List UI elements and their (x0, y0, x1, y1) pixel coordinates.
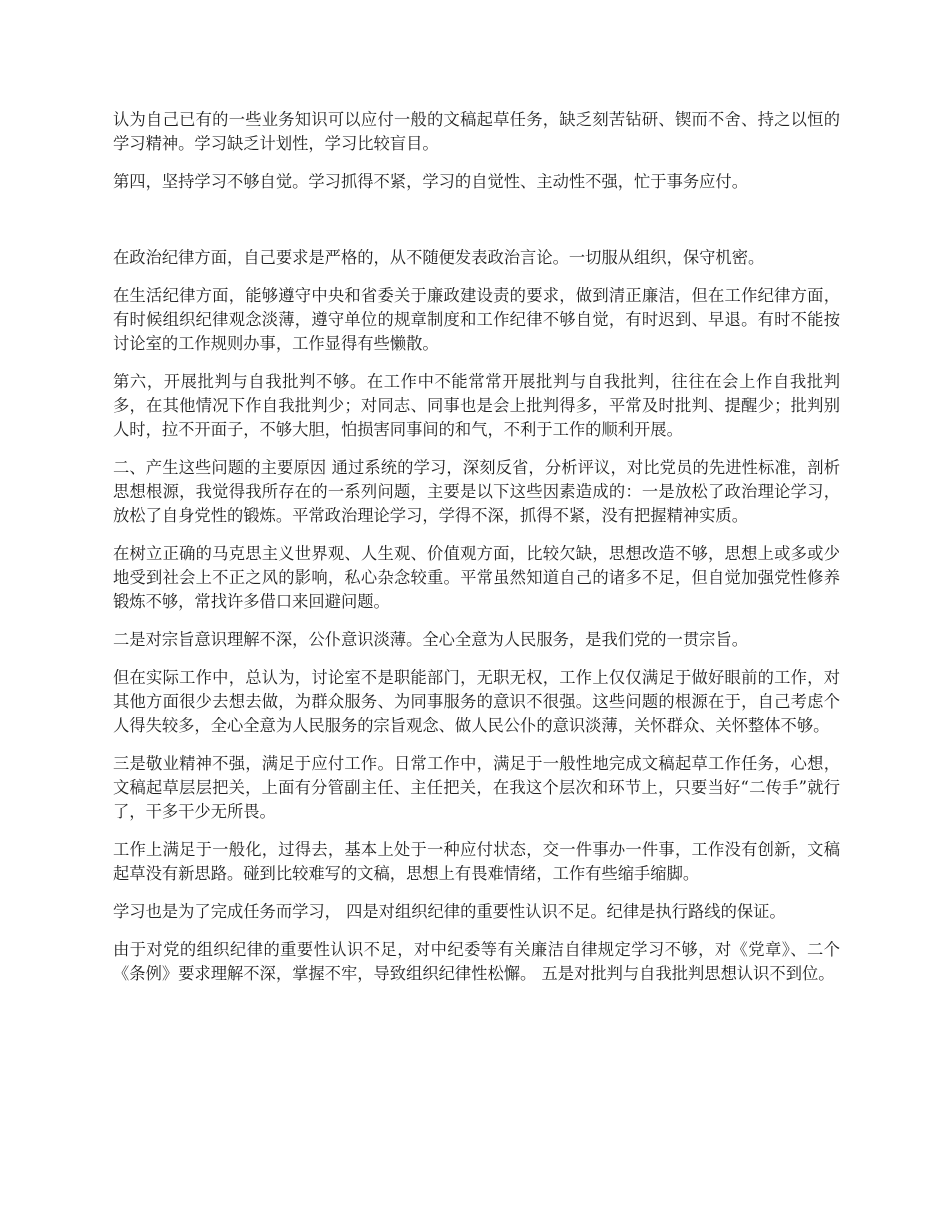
document-body (113, 108, 840, 1000)
paragraph: 在生活纪律方面，能够遵守中央和省委关于廉政建设责的要求，做到清正廉洁，但在工作纪律方面，有时候组织纪律观念淡薄，遵守单位的规章制度和工作纪律不够自觉，有时迟到、早退。有时不能按讨论室的工作规则办事，工作显得有些懒散。 (113, 286, 840, 353)
paragraph: 由于对党的组织纪律的重要性认识不足，对中纪委等有关廉洁自律规定学习不够，对《党章》、二个《条例》要求理解不深，掌握不牢，导致组织纪律性松懈。 五是对批判与自我批判思想认识不到位。 (113, 940, 840, 983)
paragraph: 在树立正确的马克思主义世界观、人生观、价值观方面，比较欠缺，思想改造不够，思想上或多或少地受到社会上不正之风的影响，私心杂念较重。平常虽然知道自己的诸多不足，但自觉加强党性修养锻炼不够，常找许多借口来回避问题。 (113, 544, 840, 611)
paragraph: 工作上满足于一般化，过得去，基本上处于一种应付状态，交一件事办一件事，工作没有创新，文稿起草没有新思路。碰到比较难写的文稿，思想上有畏难情绪，工作有些缩手缩脚。 (113, 840, 840, 883)
paragraph: 三是敬业精神不强，满足于应付工作。日常工作中，满足于一般性地完成文稿起草工作任务，心想，文稿起草层层把关，上面有分管副主任、主任把关，在我这个层次和环节上，只要当好“二传手”就行了，干多干少无所畏。 (113, 754, 840, 821)
paragraph: 但在实际工作中，总认为，讨论室不是职能部门，无职无权，工作上仅仅满足于做好眼前的工作，对其他方面很少去想去做，为群众服务、为同事服务的意识不很强。这些问题的根源在于，自己考虑个人得失较多，全心全意为人民服务的宗旨观念、做人民公仆的意识淡薄，关怀群众、关怀整体不够。 (113, 668, 840, 735)
paragraph: 认为自己已有的一些业务知识可以应付一般的文稿起草任务，缺乏刻苦钻研、锲而不舍、持之以恒的学习精神。学习缺乏计划性，学习比较盲目。 (113, 110, 840, 153)
paragraph: 第六，开展批判与自我批判不够。在工作中不能常常开展批判与自我批判，往往在会上作自我批判多，在其他情况下作自我批判少；对同志、同事也是会上批判得多，平常及时批判、提醒少；批判别人时，拉不开面子，不够大胆，怕损害同事间的和气，不利于工作的顺利开展。 (113, 372, 840, 439)
paragraph: 二、产生这些问题的主要原因 通过系统的学习，深刻反省，分析评议，对比党员的先进性标准，剖析思想根源，我觉得我所存在的一系列问题，主要是以下这些因素造成的：一是放松了政治理论学习，放松了自身党性的锻炼。平常政治理论学习，学得不深，抓得不紧，没有把握精神实质。 (113, 458, 840, 525)
paragraph: 第四，坚持学习不够自觉。学习抓得不紧，学习的自觉性、主动性不强，忙于事务应付。 (113, 172, 748, 191)
paragraph: 学习也是为了完成任务而学习， 四是对组织纪律的重要性认识不足。纪律是执行路线的保证。 (113, 902, 786, 921)
paragraph: 二是对宗旨意识理解不深，公仆意识淡薄。全心全意为人民服务，是我们党的一贯宗旨。 (113, 630, 748, 649)
paragraph: 在政治纪律方面，自己要求是严格的，从不随便发表政治言论。一切服从组织，保守机密。 (113, 248, 765, 267)
